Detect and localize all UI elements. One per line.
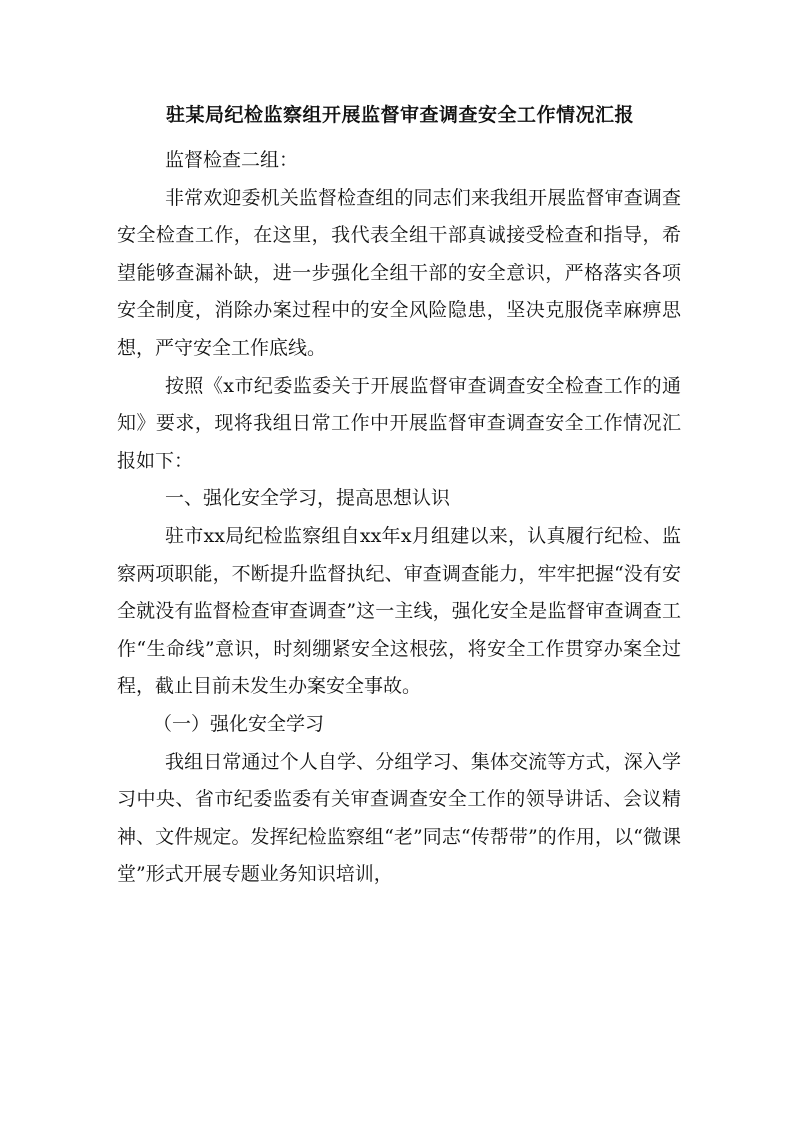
document-title: 驻某局纪检监察组开展监督审查调查安全工作情况汇报 [165, 104, 634, 126]
section-heading-1: 一、强化安全学习，提高思想认识 [165, 487, 451, 510]
paragraph-section-1: 驻市xx局纪检监察组自xx年x月组建以来，认真履行纪检、监察两项职能，不断提升监督执纪、审查调查能力，牢牢把握“没有安全就没有监督检查审查调查”这一主线，强化安全是监督审查调查工作“生命线”意识，时刻绷紧安全这根弦，将安全工作贯穿办案全过程，截止目前未发生办案安全事故。 [117, 524, 681, 698]
subsection-heading-1: （一）强化安全学习 [153, 712, 325, 735]
paragraph-intro: 非常欢迎委机关监督检查组的同志们来我组开展监督审查调查安全检查工作，在这里，我代表全组干部真诚接受检查和指导，希望能够查漏补缺，进一步强化全组干部的安全意识，严格落实各项安全制度，消除办案过程中的安全风险隐患，坚决克服侥幸麻痹思想，严守安全工作底线。 [117, 186, 681, 359]
salutation: 监督检查二组： [165, 149, 299, 171]
paragraph-subsection-1: 我组日常通过个人自学、分组学习、集体交流等方式，深入学习中央、省市纪委监委有关审查调查安全工作的领导讲话、会议精神、文件规定。发挥纪检监察组“老”同志“传帮带”的作用，以“微课堂”形式开展专题业务知识培训， [117, 750, 681, 886]
paragraph-purpose: 按照《x市纪委监委关于开展监督审查调查安全检查工作的通知》要求，现将我组日常工作中开展监督审查调查安全工作情况汇报如下： [117, 374, 681, 472]
document-body [117, 142, 681, 894]
